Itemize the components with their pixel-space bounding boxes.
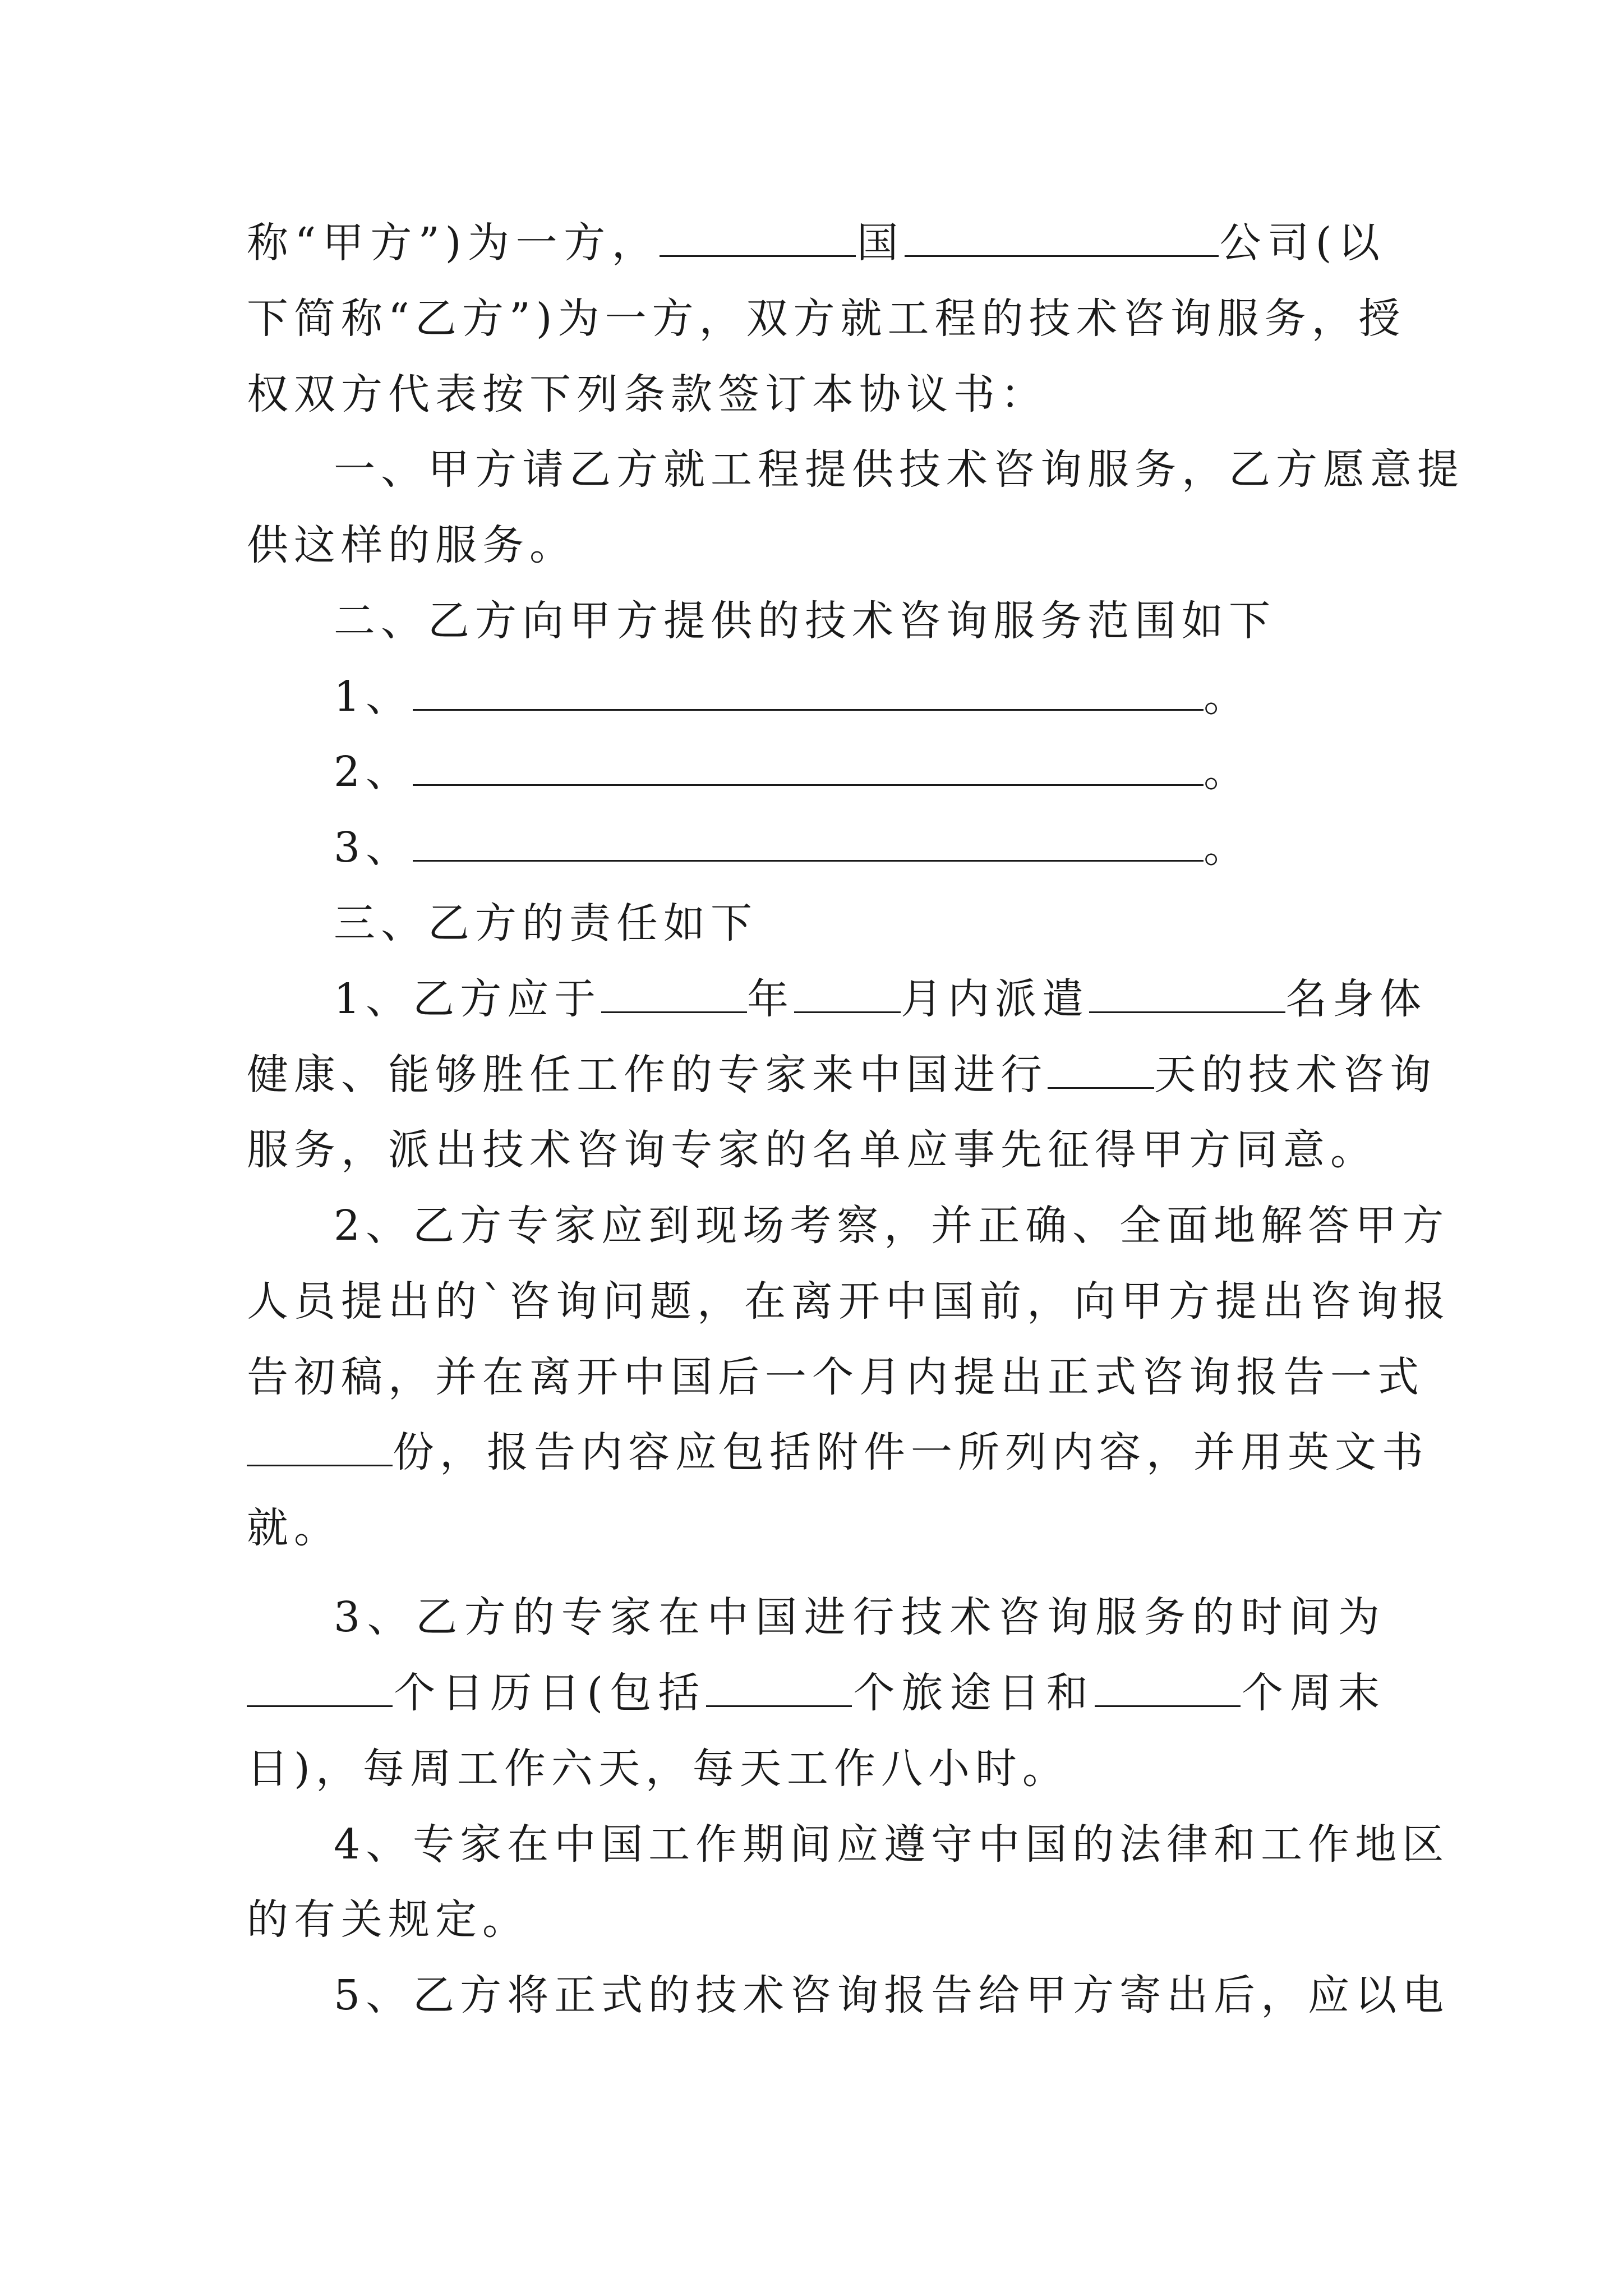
text-line: 权双方代表按下列条款签订本协议书： — [247, 370, 1048, 418]
text-line: 日)，每周工作六天，每天工作八小时。 — [247, 1745, 1069, 1793]
text-line: 人员提出的`咨询问题，在离开中国前，向甲方提出咨询报 — [247, 1277, 1451, 1326]
text-line: 一、甲方请乙方就工程提供技术咨询服务，乙方愿意提 — [334, 445, 1464, 494]
text-line: 5、乙方将正式的技术咨询报告给甲方寄出后，应以电 — [334, 1971, 1450, 2019]
text-line: 2、乙方专家应到现场考察，并正确、全面地解答甲方 — [334, 1202, 1450, 1250]
fill-blank — [905, 216, 1219, 257]
text-line: 份，报告内容应包括附件一所列内容，并用英文书 — [247, 1424, 1385, 1480]
list-item: 3、 。 — [334, 820, 1385, 876]
text-line: 服务，派出技术咨询专家的名单应事先征得甲方同意。 — [247, 1126, 1377, 1174]
text-line: 二、乙方向甲方提供的技术咨询服务范围如下 — [334, 597, 1276, 645]
text-line: 就。 — [247, 1504, 341, 1552]
text-line: 的有关规定。 — [247, 1895, 529, 1944]
fill-blank — [413, 821, 1204, 862]
text-line: 3、乙方的专家在中国进行技术咨询服务的时间为 — [334, 1593, 1385, 1641]
text-line: 称“甲方”)为一方， 国 公司(以 — [247, 215, 1385, 271]
fill-blank — [413, 670, 1204, 711]
fill-blank — [601, 972, 747, 1013]
list-item: 2、 。 — [334, 744, 1385, 800]
fill-blank — [247, 1666, 393, 1707]
text-line: 下简称“乙方”)为一方，双方就工程的技术咨询服务，授 — [247, 295, 1406, 343]
text-line: 个日历日(包括 个旅途日和 个周末 — [247, 1665, 1385, 1721]
fill-blank — [1089, 972, 1285, 1013]
fill-blank — [660, 216, 856, 257]
fill-blank — [1095, 1666, 1241, 1707]
text-line: 健康、能够胜任工作的专家来中国进行 天的技术咨询 — [247, 1047, 1385, 1103]
text-line: 三、乙方的责任如下 — [334, 899, 758, 947]
text-line: 4、专家在中国工作期间应遵守中国的法律和工作地区 — [334, 1820, 1450, 1869]
fill-blank — [247, 1425, 393, 1466]
fill-blank — [413, 745, 1204, 786]
text-line: 1、乙方应于 年 月内派遣 名身体 — [334, 971, 1385, 1027]
text-line: 告初稿，并在离开中国后一个月内提出正式咨询报告一式 — [247, 1353, 1424, 1401]
fill-blank — [794, 972, 901, 1013]
list-item: 1、 。 — [334, 669, 1385, 725]
fill-blank — [1048, 1048, 1154, 1089]
text-line: 供这样的服务。 — [247, 521, 577, 569]
fill-blank — [706, 1666, 852, 1707]
